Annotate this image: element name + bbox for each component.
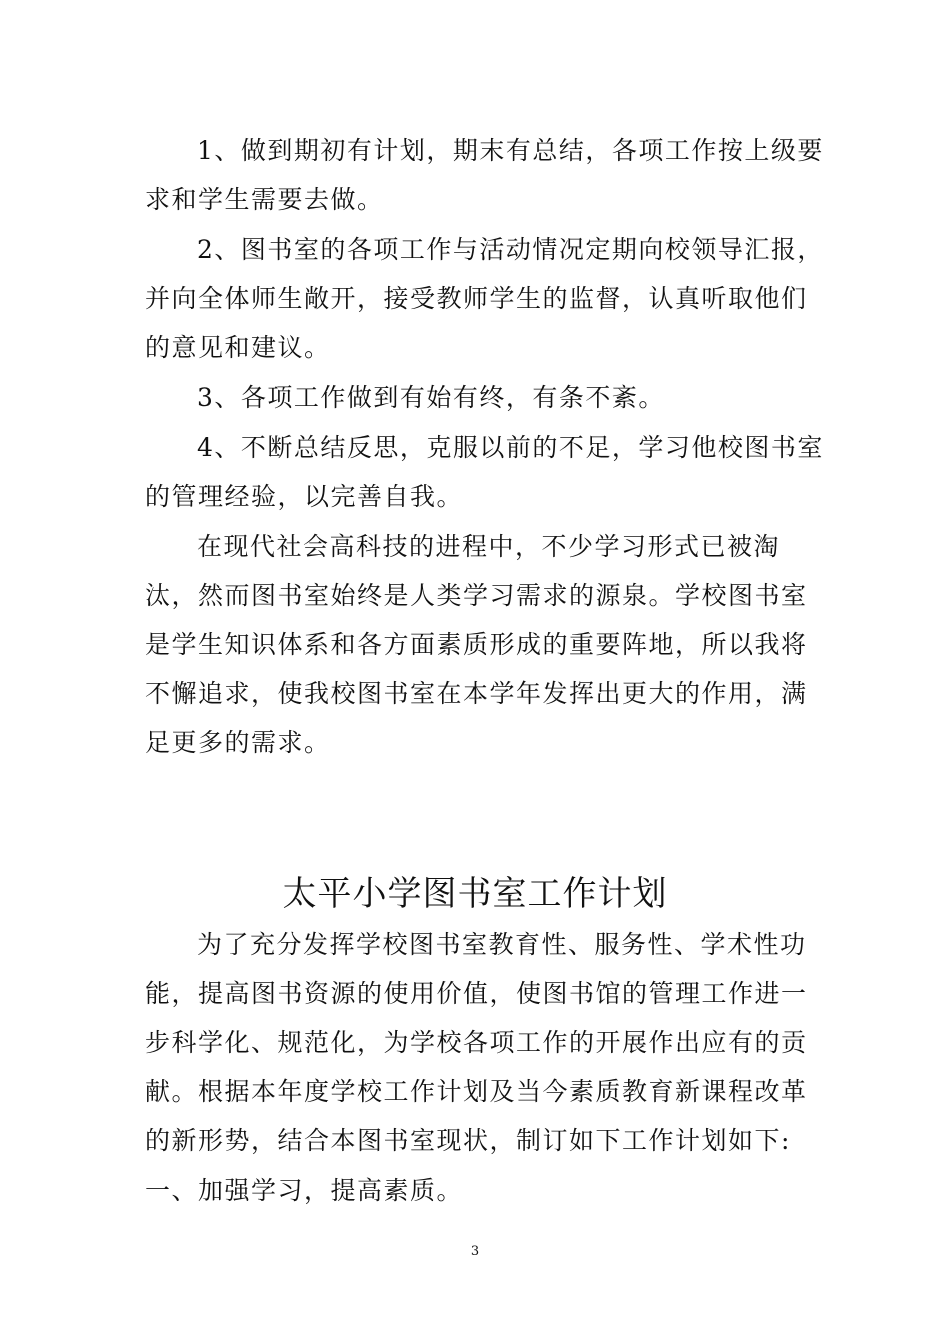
paragraph-item-4: 4、不断总结反思，克服以前的不足，学习他校图书室的管理经验，以完善自我。 [145,433,824,511]
document-title: 太平小学图书室工作计划 [282,874,668,914]
section-heading-1: 一、加强学习，提高素质。 [145,1176,464,1205]
paragraph-intro: 为了充分发挥学校图书室教育性、服务性、学术性功能，提高图书资源的使用价值，使图书馆的管理工作进一步科学化、规范化，为学校各项工作的开展作出应有的贡献。根据本年度学校工作计划及当今素质教育新课程改革的新形势，结合本图书室现状，制订如下工作计划如下: [145,930,808,1155]
paragraph-conclusion: 在现代社会高科技的进程中，不少学习形式已被淘汰，然而图书室始终是人类学习需求的源泉。学校图书室是学生知识体系和各方面素质形成的重要阵地，所以我将不懈追求，使我校图书室在本学年发挥出更大的作用，满足更多的需求。 [145,532,808,757]
paragraph-item-3: 3、各项工作做到有始有终，有条不紊。 [197,383,665,412]
paragraph-item-2: 2、图书室的各项工作与活动情况定期向校领导汇报，并向全体师生敞开，接受教师学生的监督，认真听取他们的意见和建议。 [145,235,824,362]
paragraph-item-1: 1、做到期初有计划，期末有总结，各项工作按上级要求和学生需要去做。 [145,136,824,214]
page-number: 3 [470,1244,480,1259]
